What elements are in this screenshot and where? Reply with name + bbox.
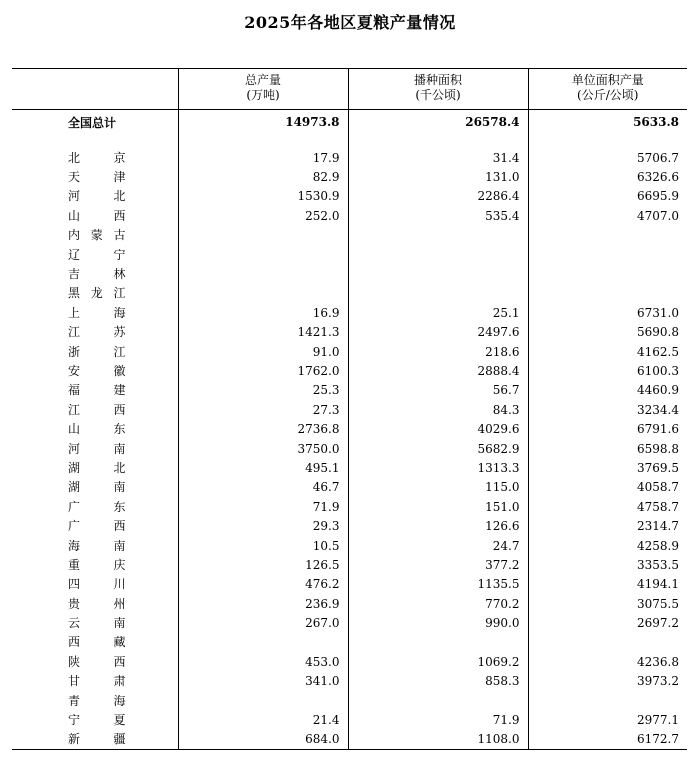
- region-name: 青海: [68, 693, 126, 708]
- table-row: [12, 381, 687, 400]
- table-row: [12, 710, 687, 729]
- national-total-row: [12, 110, 687, 135]
- yield-cell: 4058.7: [528, 478, 687, 497]
- table-row: [12, 613, 687, 632]
- table-row: [12, 361, 687, 380]
- table-row: [12, 575, 687, 594]
- output-cell: [178, 264, 348, 283]
- region-name: 黑龙江: [68, 286, 126, 301]
- output-unit: (万吨): [178, 88, 348, 110]
- region-name: 浙江: [68, 344, 126, 359]
- output-cell: 2736.8: [178, 419, 348, 438]
- region-name: 上海: [68, 305, 126, 320]
- area-cell: 84.3: [348, 400, 528, 419]
- table-row: [12, 323, 687, 342]
- area-cell: 1069.2: [348, 652, 528, 671]
- area-cell: 25.1: [348, 303, 528, 322]
- region-name: 海南: [68, 538, 126, 553]
- table-row: [12, 245, 687, 264]
- yield-cell: [528, 284, 687, 303]
- yield-cell: 3234.4: [528, 400, 687, 419]
- yield-cell: 2314.7: [528, 516, 687, 535]
- total-label: 全国总计: [68, 115, 117, 130]
- region-name: 贵州: [68, 596, 126, 611]
- yield-cell: 3973.2: [528, 672, 687, 691]
- yield-cell: 4258.9: [528, 536, 687, 555]
- output-cell: 236.9: [178, 594, 348, 613]
- yield-cell: 4162.5: [528, 342, 687, 361]
- table-row: [12, 264, 687, 283]
- area-cell: 990.0: [348, 613, 528, 632]
- area-cell: 2888.4: [348, 361, 528, 380]
- region-name: 河北: [68, 189, 126, 204]
- table-row: [12, 148, 687, 167]
- output-cell: 29.3: [178, 516, 348, 535]
- output-cell: [178, 633, 348, 652]
- area-cell: [348, 284, 528, 303]
- table-row: [12, 400, 687, 419]
- region-name: 内蒙古: [68, 228, 126, 243]
- region-name: 北京: [68, 150, 126, 165]
- yield-unit: (公斤/公顷): [528, 88, 687, 110]
- area-cell: [348, 691, 528, 710]
- region-name: 湖北: [68, 460, 126, 475]
- total-yield: 5633.8: [528, 110, 687, 135]
- area-cell: 5682.9: [348, 439, 528, 458]
- output-header: 总产量: [178, 69, 348, 89]
- yield-cell: 5690.8: [528, 323, 687, 342]
- yield-cell: 3769.5: [528, 458, 687, 477]
- output-cell: 495.1: [178, 458, 348, 477]
- region-name: 山东: [68, 422, 126, 437]
- yield-cell: 6695.9: [528, 187, 687, 206]
- table-row: [12, 226, 687, 245]
- table-row: [12, 342, 687, 361]
- yield-cell: [528, 226, 687, 245]
- region-header: [12, 69, 178, 89]
- table-row: [12, 633, 687, 652]
- output-cell: 1421.3: [178, 323, 348, 342]
- yield-cell: 6598.8: [528, 439, 687, 458]
- yield-cell: [528, 264, 687, 283]
- table-row: [12, 419, 687, 438]
- region-name: 河南: [68, 441, 126, 456]
- yield-cell: 2977.1: [528, 710, 687, 729]
- region-name: 宁夏: [68, 713, 126, 728]
- table-row: [12, 516, 687, 535]
- yield-cell: 2697.2: [528, 613, 687, 632]
- table-row: [12, 284, 687, 303]
- table-body: [12, 110, 687, 750]
- region-name: 甘肃: [68, 674, 126, 689]
- area-header: 播种面积: [348, 69, 528, 89]
- output-cell: 27.3: [178, 400, 348, 419]
- output-cell: 82.9: [178, 167, 348, 186]
- region-name: 天津: [68, 170, 126, 185]
- yield-cell: 4194.1: [528, 575, 687, 594]
- table-row: [12, 167, 687, 186]
- total-area: 26578.4: [348, 110, 528, 135]
- area-cell: 31.4: [348, 148, 528, 167]
- area-cell: 535.4: [348, 206, 528, 225]
- region-name: 安徽: [68, 363, 126, 378]
- area-cell: 770.2: [348, 594, 528, 613]
- yield-cell: 6172.7: [528, 730, 687, 750]
- table-row: [12, 672, 687, 691]
- table-row: [12, 594, 687, 613]
- area-cell: [348, 264, 528, 283]
- area-cell: 858.3: [348, 672, 528, 691]
- output-cell: [178, 226, 348, 245]
- yield-cell: 6731.0: [528, 303, 687, 322]
- region-name: 四川: [68, 577, 126, 592]
- yield-cell: [528, 691, 687, 710]
- area-unit: (千公顷): [348, 88, 528, 110]
- total-output: 14973.8: [178, 110, 348, 135]
- table-row: [12, 439, 687, 458]
- output-cell: 476.2: [178, 575, 348, 594]
- area-cell: 377.2: [348, 555, 528, 574]
- area-cell: [348, 245, 528, 264]
- area-cell: 2286.4: [348, 187, 528, 206]
- area-cell: 115.0: [348, 478, 528, 497]
- table-row: [12, 458, 687, 477]
- yield-cell: 3353.5: [528, 555, 687, 574]
- area-cell: 56.7: [348, 381, 528, 400]
- region-name: 江苏: [68, 325, 126, 340]
- output-cell: 126.5: [178, 555, 348, 574]
- table-row: [12, 555, 687, 574]
- region-name: 山西: [68, 208, 126, 223]
- yield-cell: 4460.9: [528, 381, 687, 400]
- yield-cell: 5706.7: [528, 148, 687, 167]
- yield-cell: 6100.3: [528, 361, 687, 380]
- region-name: 辽宁: [68, 247, 126, 262]
- area-cell: 1108.0: [348, 730, 528, 750]
- region-name: 重庆: [68, 557, 126, 572]
- area-cell: 24.7: [348, 536, 528, 555]
- output-cell: 25.3: [178, 381, 348, 400]
- table-row: [12, 497, 687, 516]
- table-row: [12, 691, 687, 710]
- table-header: [12, 69, 687, 110]
- yield-cell: 4758.7: [528, 497, 687, 516]
- output-cell: 16.9: [178, 303, 348, 322]
- output-cell: 46.7: [178, 478, 348, 497]
- region-name: 江西: [68, 402, 126, 417]
- output-cell: 453.0: [178, 652, 348, 671]
- area-cell: 218.6: [348, 342, 528, 361]
- summer-grain-table: [12, 68, 687, 750]
- region-name: 福建: [68, 383, 126, 398]
- yield-cell: 6791.6: [528, 419, 687, 438]
- region-name: 广东: [68, 499, 126, 514]
- yield-cell: [528, 245, 687, 264]
- region-name: 新疆: [12, 730, 178, 750]
- yield-cell: 6326.6: [528, 167, 687, 186]
- table-row: [12, 730, 687, 750]
- table-row: [12, 206, 687, 225]
- page-title: 2025年各地区夏粮产量情况: [244, 13, 456, 32]
- table-row: [12, 536, 687, 555]
- table-row: [12, 187, 687, 206]
- spacer-row: [12, 134, 687, 148]
- yield-header: 单位面积产量: [528, 69, 687, 89]
- table-row: [12, 652, 687, 671]
- area-cell: 4029.6: [348, 419, 528, 438]
- output-cell: 1762.0: [178, 361, 348, 380]
- table-row: [12, 478, 687, 497]
- table-row: [12, 303, 687, 322]
- output-cell: 341.0: [178, 672, 348, 691]
- output-cell: 252.0: [178, 206, 348, 225]
- output-cell: 91.0: [178, 342, 348, 361]
- region-name: 陕西: [68, 654, 126, 669]
- area-cell: 2497.6: [348, 323, 528, 342]
- region-name: 云南: [68, 616, 126, 631]
- output-cell: [178, 284, 348, 303]
- output-cell: 684.0: [178, 730, 348, 750]
- yield-cell: 3075.5: [528, 594, 687, 613]
- area-cell: 71.9: [348, 710, 528, 729]
- area-cell: 1313.3: [348, 458, 528, 477]
- output-cell: 71.9: [178, 497, 348, 516]
- region-name: 湖南: [68, 480, 126, 495]
- output-cell: [178, 245, 348, 264]
- output-cell: [178, 691, 348, 710]
- output-cell: 1530.9: [178, 187, 348, 206]
- yield-cell: 4236.8: [528, 652, 687, 671]
- area-cell: 126.6: [348, 516, 528, 535]
- output-cell: 3750.0: [178, 439, 348, 458]
- region-name: 吉林: [68, 267, 126, 282]
- output-cell: 10.5: [178, 536, 348, 555]
- area-cell: 151.0: [348, 497, 528, 516]
- area-cell: 1135.5: [348, 575, 528, 594]
- area-cell: [348, 226, 528, 245]
- yield-cell: [528, 633, 687, 652]
- region-name: 西藏: [68, 635, 126, 650]
- yield-cell: 4707.0: [528, 206, 687, 225]
- area-cell: [348, 633, 528, 652]
- output-cell: 21.4: [178, 710, 348, 729]
- area-cell: 131.0: [348, 167, 528, 186]
- output-cell: 267.0: [178, 613, 348, 632]
- region-header-unit: [12, 88, 178, 110]
- output-cell: 17.9: [178, 148, 348, 167]
- region-name: 广西: [68, 519, 126, 534]
